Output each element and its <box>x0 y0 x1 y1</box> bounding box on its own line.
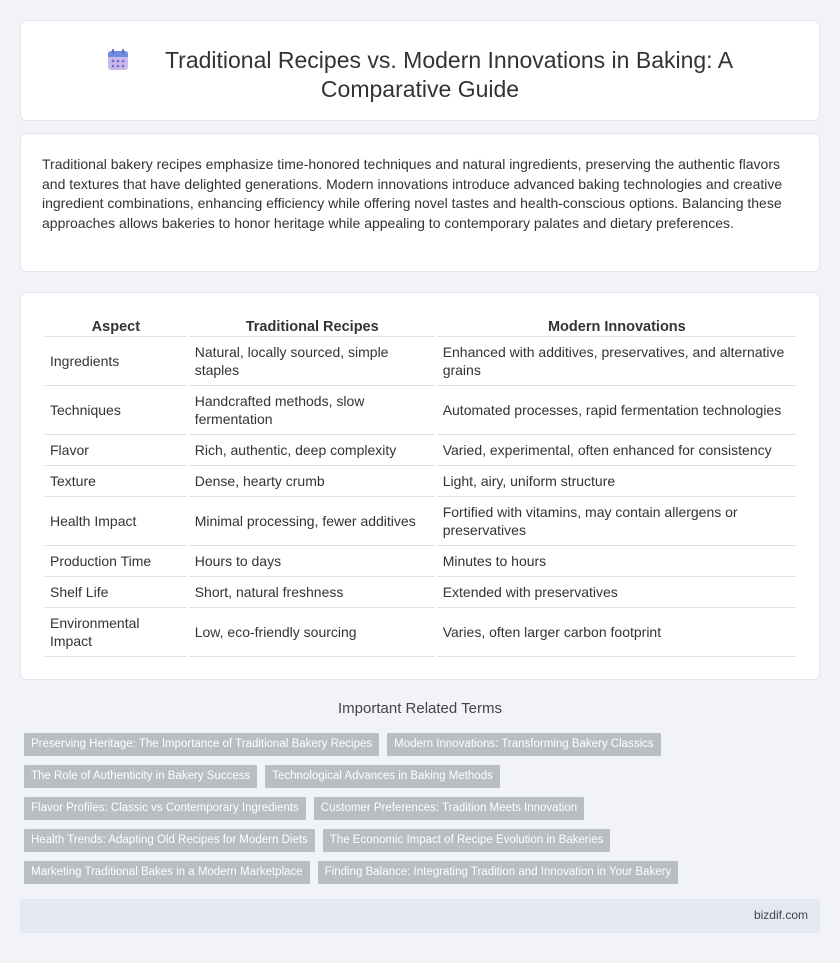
table-cell: Techniques <box>45 386 187 435</box>
table-header-traditional: Traditional Recipes <box>190 315 435 337</box>
table-cell: Dense, hearty crumb <box>190 466 435 497</box>
table-row <box>45 435 796 466</box>
table-cell: Automated processes, rapid fermentation technologies <box>438 386 796 435</box>
table-cell: Extended with preservatives <box>438 577 796 608</box>
table-cell: Minutes to hours <box>438 546 796 577</box>
table-cell: Hours to days <box>190 546 435 577</box>
table-row <box>45 608 796 657</box>
table-cell: Light, airy, uniform structure <box>438 466 796 497</box>
page-title-line1: Traditional Recipes vs. Modern Innovations in Baking: A <box>164 47 734 73</box>
related-term-tag[interactable]: Finding Balance: Integrating Tradition and Innovation in Your Bakery <box>318 861 679 884</box>
related-term-tag[interactable]: Technological Advances in Baking Methods <box>265 765 500 788</box>
table-cell: Ingredients <box>45 337 187 386</box>
related-term-tag[interactable]: Flavor Profiles: Classic vs Contemporary Ingredients <box>24 797 306 820</box>
related-term-tag[interactable]: Preserving Heritage: The Importance of Traditional Bakery Recipes <box>24 733 379 756</box>
comparison-table-card <box>20 292 820 680</box>
table-row <box>45 577 796 608</box>
table-cell: Short, natural freshness <box>190 577 435 608</box>
table-row <box>45 497 796 546</box>
table-row <box>45 546 796 577</box>
related-term-tag[interactable]: The Role of Authenticity in Bakery Success <box>24 765 257 788</box>
table-cell: Health Impact <box>45 497 187 546</box>
table-cell: Rich, authentic, deep complexity <box>190 435 435 466</box>
table-cell: Handcrafted methods, slow fermentation <box>190 386 435 435</box>
related-terms-list <box>24 733 724 893</box>
related-term-tag[interactable]: Marketing Traditional Bakes in a Modern Marketplace <box>24 861 310 884</box>
related-terms-heading: Important Related Terms <box>338 700 502 717</box>
table-cell: Low, eco-friendly sourcing <box>190 608 435 657</box>
related-term-tag[interactable]: Health Trends: Adapting Old Recipes for Modern Diets <box>24 829 315 852</box>
table-cell: Production Time <box>45 546 187 577</box>
footer <box>20 899 820 933</box>
table-cell: Flavor <box>45 435 187 466</box>
table-cell: Minimal processing, fewer additives <box>190 497 435 546</box>
page-title <box>21 46 819 104</box>
table-cell: Shelf Life <box>45 577 187 608</box>
table-row <box>45 466 796 497</box>
related-term-tag[interactable]: The Economic Impact of Recipe Evolution in Bakeries <box>323 829 611 852</box>
table-cell: Environmental Impact <box>45 608 187 657</box>
intro-paragraph: Traditional bakery recipes emphasize time-honored techniques and natural ingredients, preserving the authentic flavors and textures that have delighted generations. Modern innovations introduce advanced baking technologies and creative ingredient combinations, enhancing efficiency while offering novel tastes and health-conscious options. Balancing these approaches allows bakeries to honor heritage while appealing to contemporary palates and dietary preferences. <box>42 156 783 231</box>
comparison-table <box>42 315 799 657</box>
table-cell: Enhanced with additives, preservatives, and alternative grains <box>438 337 796 386</box>
related-term-tag[interactable]: Modern Innovations: Transforming Bakery Classics <box>387 733 661 756</box>
footer-site-link[interactable]: bizdif.com <box>753 908 808 922</box>
table-row <box>45 337 796 386</box>
table-header-modern: Modern Innovations <box>438 315 796 337</box>
table-cell: Texture <box>45 466 187 497</box>
table-cell: Varies, often larger carbon footprint <box>438 608 796 657</box>
table-cell: Varied, experimental, often enhanced for consistency <box>438 435 796 466</box>
table-header-aspect: Aspect <box>45 315 187 337</box>
title-card <box>20 20 820 121</box>
page-title-line2: Comparative Guide <box>320 76 520 102</box>
intro-card <box>20 133 820 272</box>
related-term-tag[interactable]: Customer Preferences: Tradition Meets Innovation <box>314 797 584 820</box>
table-row <box>45 386 796 435</box>
table-cell: Natural, locally sourced, simple staples <box>190 337 435 386</box>
table-cell: Fortified with vitamins, may contain allergens or preservatives <box>438 497 796 546</box>
